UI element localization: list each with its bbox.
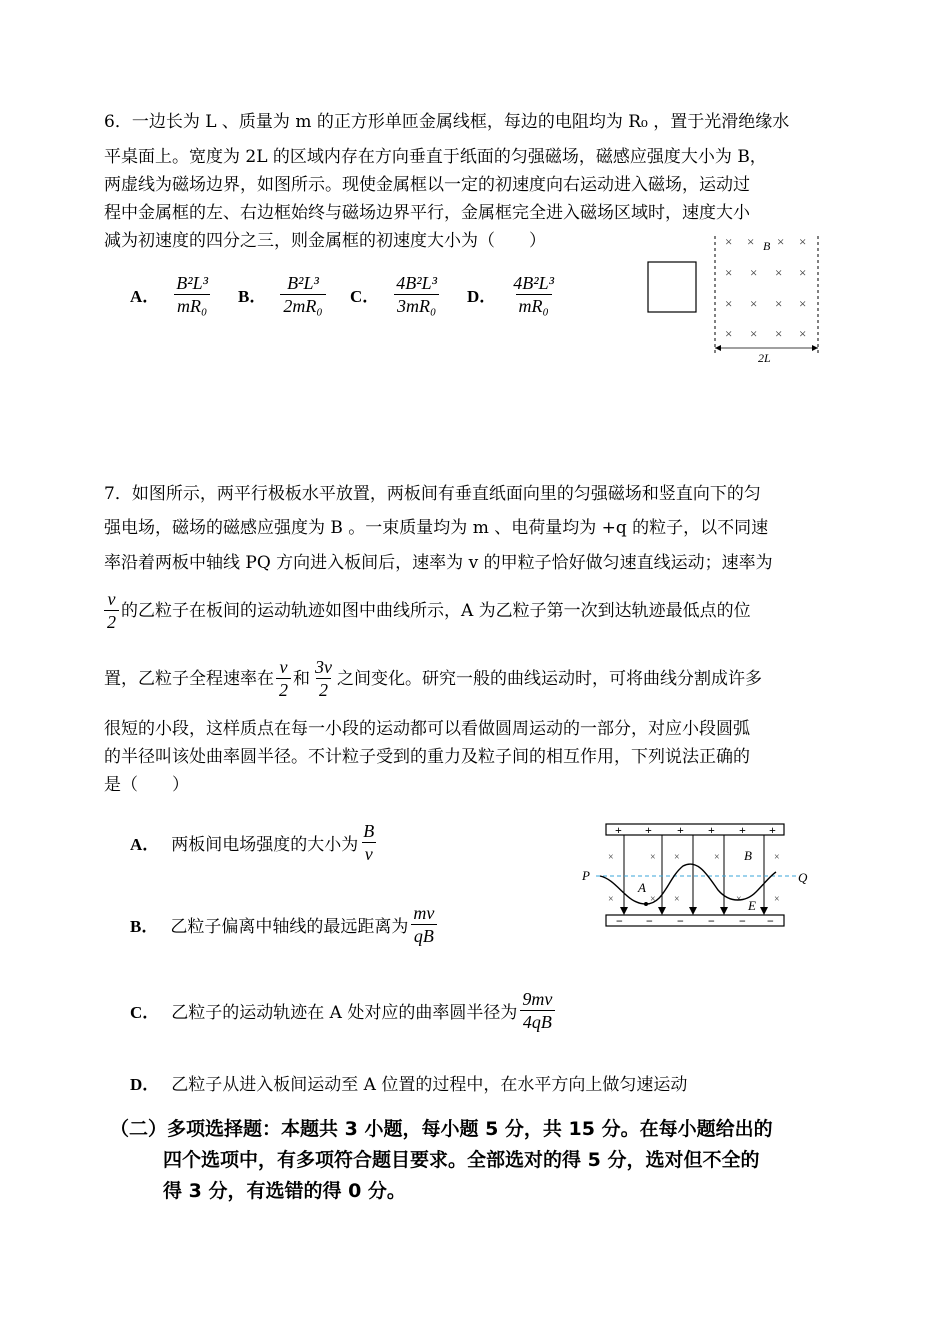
option-label: D．: [130, 1075, 160, 1094]
fraction-v-over-2: $\frac{v}{2}$: [276, 656, 291, 701]
svg-text:×: ×: [674, 852, 680, 863]
svg-text:×: ×: [725, 234, 733, 249]
q7-line-5: 置，乙粒子全程速率在 $\frac{v}{2}$ 和 $\frac{3v}{2}$ 之间变化。研究一般的曲线运动时，可将曲线分割成许多: [104, 657, 762, 700]
q7-line-1: 7．如图所示，两平行极板水平放置，两板间有垂直纸面向里的匀强磁场和竖直向下的匀: [104, 484, 761, 504]
q7-line-3: 率沿着两板中轴线 PQ 方向进入板间后，速率为 v 的甲粒子恰好做匀速直线运动；速率为: [104, 553, 773, 573]
option-label: C．: [130, 1003, 160, 1022]
field-label-b: B: [763, 239, 771, 253]
option-text: 乙粒子从进入板间运动至 A 位置的过程中，在水平方向上做匀速运动: [171, 1075, 688, 1095]
label-p: P: [582, 868, 590, 883]
q7-line-6: 很短的小段，这样质点在每一小段的运动都可以看做圆周运动的一部分，对应小段圆弧: [104, 719, 750, 739]
svg-text:×: ×: [650, 894, 656, 905]
fraction-v-over-2: $\frac{v}{2}$: [104, 588, 119, 633]
q6-line-4: 程中金属框的左、右边框始终与磁场边界平行，金属框完全进入磁场区域时，速度大小: [104, 203, 750, 223]
q7-line-8: 是（ ）: [104, 775, 189, 795]
option-label: B．: [238, 287, 267, 306]
arrow-left-icon: [715, 345, 721, 351]
svg-text:×: ×: [799, 265, 807, 280]
q6-option-d[interactable]: [467, 272, 559, 317]
svg-text:×: ×: [777, 234, 785, 249]
option-label: D．: [467, 287, 497, 306]
svg-text:×: ×: [750, 265, 758, 280]
q6-option-c[interactable]: [350, 272, 442, 317]
svg-text:×: ×: [799, 326, 807, 341]
q6-line-2: 平桌面上。宽度为 2L 的区域内存在方向垂直于纸面的匀强磁场，磁感应强度大小为 B，: [104, 147, 767, 167]
q6-option-b[interactable]: [238, 272, 328, 317]
q6-line-5: 减为初速度的四分之三，则金属框的初速度大小为（ ）: [104, 231, 546, 251]
svg-text:×: ×: [674, 894, 680, 905]
option-fraction: $\frac{\text{4B²L³}}{\text{mR₀}}$: [513, 273, 555, 316]
wire-frame: [648, 262, 696, 312]
svg-text:×: ×: [774, 852, 780, 863]
q6-figure: [640, 232, 830, 367]
option-label: A．: [130, 835, 160, 854]
svg-text:×: ×: [775, 296, 783, 311]
svg-text:×: ×: [775, 326, 783, 341]
section2-line-3: 得 3 分，有选错的得 0 分。: [163, 1180, 406, 1202]
svg-text:−: −: [677, 914, 684, 928]
q7-line-7: 的半径叫该处曲率圆半径。不计粒子受到的重力及粒子间的相互作用，下列说法正确的: [104, 747, 750, 767]
svg-text:×: ×: [774, 894, 780, 905]
svg-text:×: ×: [725, 265, 733, 280]
label-q: Q: [798, 870, 808, 885]
option-fraction: $\frac{\text{B²L³}}{\text{mR₀}}$: [173, 272, 211, 317]
q6-line-3: 两虚线为磁场边界，如图所示。现使金属框以一定的初速度向右运动进入磁场，运动过: [104, 175, 750, 195]
q7-option-d[interactable]: [130, 1070, 687, 1095]
arrow-right-icon: [812, 345, 818, 351]
svg-text:×: ×: [725, 296, 733, 311]
q6-option-a[interactable]: [130, 272, 213, 317]
option-fraction: $\frac{9mv}{4qB}$: [519, 988, 555, 1033]
q7-option-a[interactable]: [130, 820, 379, 865]
option-label: A．: [130, 287, 160, 306]
label-a: A: [638, 880, 646, 895]
svg-text:×: ×: [714, 852, 720, 863]
q7-option-c[interactable]: [130, 988, 557, 1033]
svg-text:−: −: [616, 914, 623, 928]
svg-text:×: ×: [608, 852, 614, 863]
top-plate: [606, 824, 784, 835]
section2-line-2: 四个选项中，有多项符合题目要求。全部选对的得 5 分，选对但不全的: [163, 1149, 760, 1171]
svg-text:−: −: [646, 914, 653, 928]
width-label: 2L: [758, 351, 771, 365]
svg-text:−: −: [767, 914, 774, 928]
q7-option-b[interactable]: [130, 902, 439, 947]
point-a: [644, 902, 648, 906]
q7-figure: [578, 818, 818, 934]
label-b: B: [744, 848, 752, 863]
option-fraction: $\frac{\text{B²L³}}{\text{2mR₀}}$: [280, 272, 325, 317]
option-text: 乙粒子偏离中轴线的最远距离为: [170, 917, 409, 937]
svg-text:×: ×: [799, 234, 807, 249]
label-e: E: [748, 898, 756, 913]
svg-text:×: ×: [775, 265, 783, 280]
option-text: 乙粒子的运动轨迹在 A 处对应的曲率圆半径为: [171, 1003, 518, 1023]
svg-text:×: ×: [736, 894, 742, 905]
option-fraction: $\frac{mv}{qB}$: [410, 902, 437, 947]
svg-text:×: ×: [750, 296, 758, 311]
svg-text:×: ×: [799, 296, 807, 311]
section2-line-1: （二）多项选择题：本题共 3 小题，每小题 5 分，共 15 分。在每小题给出的: [110, 1118, 773, 1140]
svg-text:×: ×: [725, 326, 733, 341]
svg-text:×: ×: [608, 894, 614, 905]
svg-text:+: +: [769, 823, 776, 837]
option-fraction: $\frac{\text{4B²L³}}{\text{3mR₀}}$: [393, 272, 440, 317]
svg-text:+: +: [708, 823, 715, 837]
svg-text:+: +: [645, 823, 652, 837]
svg-text:×: ×: [650, 852, 656, 863]
fraction-3v-over-2: $\frac{3v}{2}$: [315, 657, 332, 700]
svg-text:−: −: [708, 914, 715, 928]
option-label: C．: [350, 287, 380, 306]
option-text: 两板间电场强度的大小为: [171, 835, 359, 855]
svg-text:×: ×: [750, 326, 758, 341]
q6-line-1: 6．一边长为 L 、质量为 m 的正方形单匝金属线框，每边的电阻均为 R₀ ，置于光滑绝缘水: [104, 112, 790, 132]
svg-text:+: +: [677, 823, 684, 837]
q7-line-2: 强电场，磁场的磁感应强度为 B 。一束质量均为 m 、电荷量均为 +q 的粒子，以不同速: [104, 518, 769, 538]
svg-text:−: −: [739, 914, 746, 928]
q7-line-4: $\frac{v}{2}$ 的乙粒子在板间的运动轨迹如图中曲线所示，A 为乙粒子第一次到达轨迹最低点的位: [104, 588, 751, 633]
bottom-plate: [606, 915, 784, 926]
option-label: B．: [130, 917, 159, 936]
svg-text:×: ×: [747, 234, 755, 249]
svg-text:+: +: [615, 823, 622, 837]
svg-text:+: +: [739, 823, 746, 837]
option-fraction: $\frac{B}{v}$: [363, 821, 375, 864]
